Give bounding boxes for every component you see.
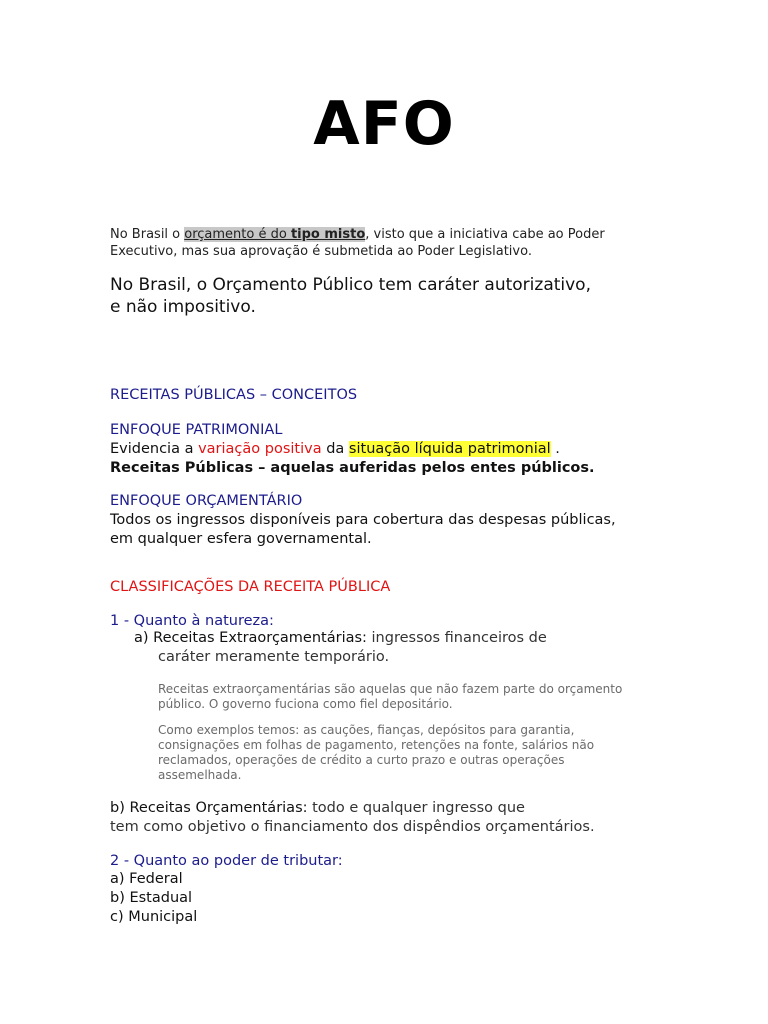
situacao-liquida-highlight: situação líquida patrimonial — [348, 441, 551, 457]
item-b-text: todo e qualquer ingresso que — [307, 800, 525, 816]
item-a-text: ingressos financeiros de — [366, 630, 547, 646]
highlight-orcamento — [184, 227, 365, 242]
item-a-line-1 — [134, 629, 547, 648]
item-b-orcamentarias — [110, 799, 595, 837]
orcamentario-line-2: em qualquer esfera governamental. — [110, 531, 372, 547]
item-b-line-2: tem como objetivo o financiamento dos dispêndios orçamentários. — [110, 819, 595, 835]
variacao-positiva-text: variação positiva — [198, 441, 322, 457]
item-a-line-2: caráter meramente temporário. — [158, 649, 390, 665]
classificacoes-heading: CLASSIFICAÇÕES DA RECEITA PÚBLICA — [110, 579, 391, 595]
note2-line-4: assemelhada. — [158, 768, 242, 782]
note1-line-1: Receitas extraorçamentárias são aquelas que não fazem parte do orçamento — [158, 682, 623, 696]
list-item-federal: a) Federal — [110, 871, 183, 887]
item-a-label: a) Receitas Extraorçamentárias: — [134, 630, 367, 646]
intro-line-2: Executivo, mas sua aprovação é submetida ao Poder Legislativo. — [110, 244, 532, 259]
patrimonial-line-2: Receitas Públicas – aquelas auferidas pelos entes públicos. — [110, 460, 595, 476]
tipo-misto-text: tipo misto — [290, 227, 366, 242]
highlight-text: orçamento é do — [184, 227, 291, 242]
poder-tributar-heading: 2 - Quanto ao poder de tributar: — [110, 853, 343, 869]
list-item-municipal: c) Municipal — [110, 909, 198, 925]
intro-text: No Brasil o — [110, 227, 185, 242]
note2-line-1: Como exemplos temos: as cauções, fianças, depósitos para garantia, — [158, 723, 575, 737]
intro-text: , visto que a iniciativa cabe ao Poder — [365, 227, 605, 242]
autorizativo-line-1: No Brasil, o Orçamento Público tem caráter autorizativo, — [110, 275, 591, 295]
item-b-line-1 — [110, 799, 595, 818]
note2-line-3: reclamados, operações de crédito a curto prazo e outras operações — [158, 753, 565, 767]
quanto-natureza-heading: 1 - Quanto à natureza: — [110, 613, 274, 629]
autorizativo-line-2: e não impositivo. — [110, 297, 256, 317]
autorizativo-paragraph — [110, 274, 591, 318]
item-a-extraorcamentarias — [134, 629, 547, 667]
patrimonial-text: . — [550, 441, 560, 457]
receitas-heading: RECEITAS PÚBLICAS – CONCEITOS — [110, 387, 358, 403]
patrimonial-text: da — [321, 441, 349, 457]
item-b-label: b) Receitas Orçamentárias: — [110, 800, 308, 816]
enfoque-orcamentario-heading: ENFOQUE ORÇAMENTÁRIO — [110, 493, 303, 509]
intro-line-1 — [110, 226, 605, 243]
enfoque-patrimonial-heading: ENFOQUE PATRIMONIAL — [110, 422, 283, 438]
note1-line-2: público. O governo fuciona como fiel depositário. — [158, 697, 453, 711]
poder-tributar-list — [110, 870, 197, 927]
note-exemplos — [158, 723, 594, 783]
patrimonial-text: Evidencia a — [110, 441, 199, 457]
list-item-estadual: b) Estadual — [110, 890, 193, 906]
enfoque-patrimonial-section — [110, 421, 595, 478]
orcamentario-line-1: Todos os ingressos disponíveis para cobertura das despesas públicas, — [110, 512, 616, 528]
intro-paragraph — [110, 226, 605, 260]
patrimonial-line-1 — [110, 440, 595, 459]
enfoque-orcamentario-section — [110, 492, 616, 549]
note-extraorcamentarias — [158, 682, 622, 712]
page-title: AFO — [313, 89, 455, 159]
note2-line-2: consignações em folhas de pagamento, retenções na fonte, salários não — [158, 738, 595, 752]
